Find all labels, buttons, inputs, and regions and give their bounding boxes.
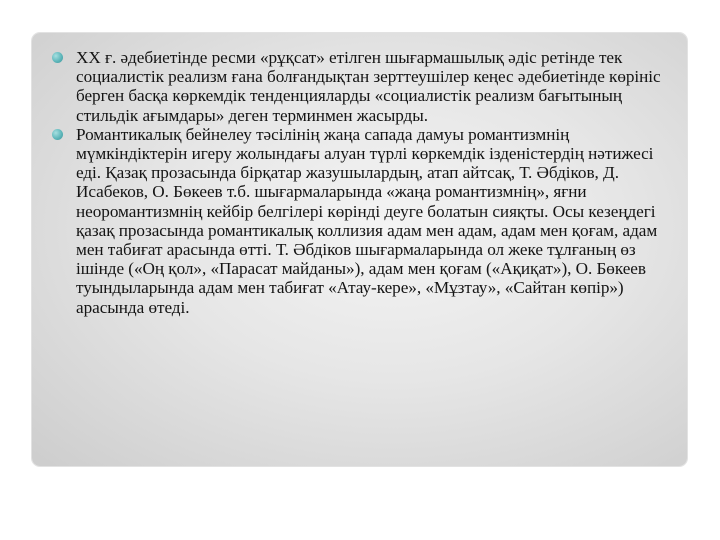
- bullet-item-1: [52, 48, 674, 125]
- bullet-text: ХХ ғ. әдебиетінде ресми «рұқсат» етілген шығармашылық әдіс ретінде тек социалистік реализм ғана болғандықтан зерттеушілер кеңес әдебиетінде көрініс берген басқа көркемдік тенденцияларды «социалистік реализм бағытының стильдік ағымдары» деген терминмен жасырды.: [76, 48, 661, 125]
- bullet-text: Романтикалық бейнелеу тәсілінің жаңа сапада дамуы романтизмнің мүмкіндіктерін игеру жолындағы алуан түрлі көркемдік ізденістердің нәтижесі еді. Қазақ прозасында бірқатар жазушылардың, атап айтсақ, Т. Әбдіков, Д. Исабеков, О. Бөкеев т.б. шығармаларында «жаңа романтизмнің», яғни неоромантизмнің кейбір белгілері көрінді деуге болатын сияқты. Осы кезеңдегі қазақ прозасында романтикалық коллизия адам мен адам, адам мен қоғам, адам мен табиғат арасында өтті. Т. Әбдіков шығармаларында ол жеке тұлғаның өз ішінде («Оң қол», «Парасат майданы»), адам мен қоғам («Ақиқат»), О. Бөкеев туындыларында адам мен табиғат «Атау-кере», «Мұзтау», «Сайтан көпір») арасында өтеді.: [76, 124, 658, 317]
- bullet-dot-icon: [52, 52, 63, 63]
- bullet-item-2: [52, 125, 674, 317]
- bullet-dot-icon: [52, 129, 63, 140]
- bullet-list: [52, 48, 674, 317]
